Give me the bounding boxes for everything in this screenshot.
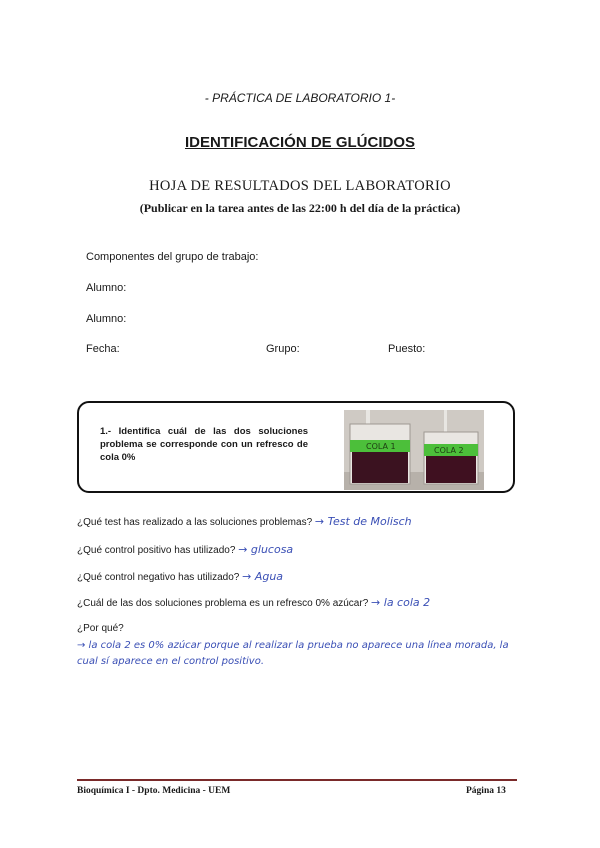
beaker1-label: COLA 1 [366, 442, 396, 451]
page-title: IDENTIFICACIÓN DE GLÚCIDOS [184, 134, 415, 151]
question-3-text: ¿Qué control negativo has utilizado? [77, 572, 240, 583]
answer-3: → Agua [242, 570, 284, 583]
answer-5: → la cola 2 es 0% azúcar porque al realizar la prueba no aparece una línea morada, la cual sí aparece en el control positivo. [77, 640, 509, 667]
student1-label: Alumno: [86, 282, 127, 294]
question-4-text: ¿Cuál de las dos soluciones problema es un refresco 0% azúcar? [77, 598, 369, 609]
lab-photo [344, 410, 484, 490]
question-2 [77, 543, 293, 556]
seat-label: Puesto: [388, 343, 426, 355]
page-number: Página 13 [466, 786, 506, 796]
date-label: Fecha: [86, 343, 120, 355]
question-4 [77, 596, 430, 609]
practice-pretitle: - PRÁCTICA DE LABORATORIO 1- [204, 91, 396, 105]
question-5-text: ¿Por qué? [77, 623, 124, 634]
sheet-subtitle: (Publicar en la tarea antes de las 22:00 h del día de la práctica) [139, 201, 461, 215]
exercise-number: 1.- [100, 426, 112, 437]
answer-2: → glucosa [238, 543, 294, 556]
answer-4: → la cola 2 [371, 596, 431, 609]
sheet-title: HOJA DE RESULTADOS DEL LABORATORIO [149, 178, 451, 194]
question-5 [77, 623, 124, 634]
answer-5-block [77, 638, 517, 670]
exercise-prompt [100, 425, 308, 464]
question-2-text: ¿Qué control positivo has utilizado? [77, 545, 236, 556]
group-members-label: Componentes del grupo de trabajo: [86, 251, 259, 263]
question-1-text: ¿Qué test has realizado a las soluciones problemas? [77, 517, 313, 528]
footer-divider [77, 779, 517, 781]
footer-course: Bioquímica I - Dpto. Medicina - UEM [77, 786, 231, 796]
group-label: Grupo: [266, 343, 300, 355]
student2-label: Alumno: [86, 313, 127, 325]
question-3 [77, 570, 283, 583]
beakers-image [344, 410, 484, 490]
answer-1: → Test de Molisch [314, 515, 412, 528]
question-1 [77, 515, 412, 528]
exercise-text: Identifica cuál de las dos soluciones problema se corresponde con un refresco de cola 0% [100, 426, 309, 463]
beaker2-label: COLA 2 [434, 446, 464, 455]
